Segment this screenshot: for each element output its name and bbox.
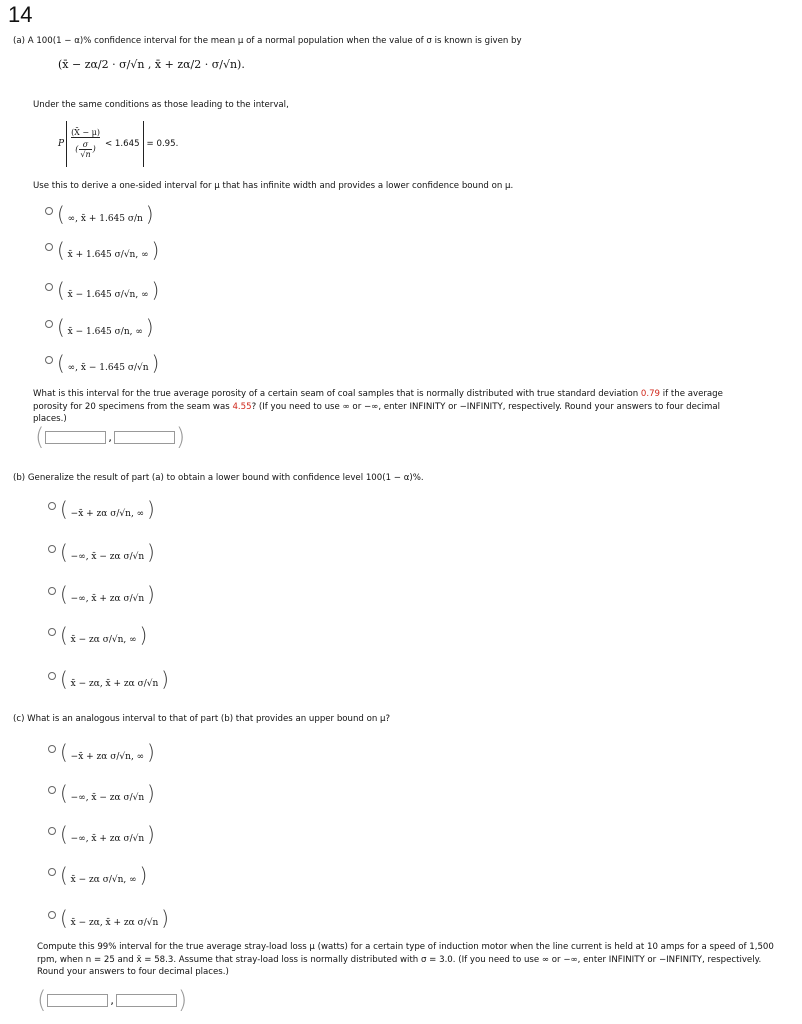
option-open-paren: ( (60, 906, 68, 930)
option-open-paren: ( (57, 238, 65, 262)
derive-text: Use this to derive a one-sided interval for μ that has infinite width and provides a lower confidence bound on μ. (33, 181, 514, 191)
option-close-paren: ) (151, 278, 160, 302)
radio-b-4[interactable] (48, 628, 56, 636)
radio-a-3[interactable] (45, 283, 53, 291)
part-a-intro: (a) A 100(1 − α)% confidence interval for the mean μ of a normal population when the value of σ is known is given by (13, 36, 522, 46)
option-b-3 (60, 584, 155, 604)
part-c-answer (37, 988, 187, 1012)
option-c-3 (60, 824, 155, 844)
radio-c-3[interactable] (48, 827, 56, 835)
question-a-post: ? (If you need to use ∞ or −∞, enter INFINITY or −INFINITY, respectively. Round your answers to four decimal places.) (33, 401, 721, 424)
option-open-paren: ( (57, 278, 65, 302)
prob-den-den: √n (80, 149, 91, 159)
option-a-3 (57, 280, 159, 300)
comma: , (110, 993, 114, 1007)
radio-a-2[interactable] (45, 243, 53, 251)
part-c-question2: Compute this 99% interval for the true average stray-load loss μ (watts) for a certain type of induction motor when the line current is held at 10 amps for a speed of 1,500 rpm, when n = 25 and x̄ = 58.3. Assume that stray-load loss is normally distributed with σ = 3.0. (If you need to use ∞ or −∞, enter INFINITY or −INFINITY, respectively. Round your answers to four decimal places.) (37, 942, 774, 977)
option-formula-text: x̄ − 1.645 σ/√n, ∞ (64, 290, 152, 300)
radio-a-4[interactable] (45, 320, 53, 328)
option-formula-text: x̄ − zα, x̄ + zα σ/√n (67, 918, 162, 928)
option-a-4 (57, 317, 154, 337)
option-open-paren: ( (57, 351, 65, 375)
option-close-paren: ) (147, 781, 155, 805)
option-close-paren: ) (161, 906, 169, 930)
radio-b-1[interactable] (48, 502, 56, 510)
radio-a-5[interactable] (45, 356, 53, 364)
option-open-paren: ( (60, 497, 68, 521)
option-b-4 (60, 625, 147, 645)
sigma-value: 0.79 (640, 389, 661, 399)
option-formula-text: x̄ − zα σ/√n, ∞ (67, 635, 140, 645)
option-close-paren: ) (145, 202, 154, 226)
option-close-paren: ) (151, 238, 160, 262)
part-c-upper-input[interactable] (116, 994, 177, 1007)
option-close-paren: ) (147, 540, 155, 564)
prob-den-num: σ (82, 139, 89, 149)
option-formula-text: ∞, x̄ − 1.645 σ/√n (64, 363, 152, 373)
option-formula-text: −x̄ + zα σ/√n, ∞ (67, 509, 148, 519)
prob-bracket (66, 121, 143, 167)
option-formula-text: x̄ − zα, x̄ + zα σ/√n (67, 679, 162, 689)
radio-c-5[interactable] (48, 911, 56, 919)
option-c-2 (60, 783, 155, 803)
part-a-upper-input[interactable] (114, 431, 175, 444)
option-close-paren: ) (147, 582, 155, 606)
option-open-paren: ( (60, 740, 68, 764)
prob-result: = 0.95. (146, 139, 179, 149)
option-open-paren: ( (60, 667, 68, 691)
option-b-2 (60, 542, 155, 562)
part-a-lower-input[interactable] (45, 431, 106, 444)
option-open-paren: ( (60, 822, 68, 846)
prob-p-symbol: P (58, 139, 65, 149)
part-b-question: (b) Generalize the result of part (a) to obtain a lower bound with confidence level 100(1 − α)%. (13, 473, 424, 483)
option-close-paren: ) (161, 667, 169, 691)
option-a-2 (57, 240, 159, 260)
radio-c-4[interactable] (48, 868, 56, 876)
option-open-paren: ( (57, 315, 65, 339)
option-formula-text: −x̄ + zα σ/√n, ∞ (67, 752, 148, 762)
part-c-question: (c) What is an analogous interval to that of part (b) that provides an upper bound on μ? (13, 714, 391, 724)
prob-fraction (71, 128, 100, 161)
question-a-pre: What is this interval for the true average porosity of a certain seam of coal samples that is normally distributed with true standard deviation (33, 389, 641, 399)
radio-a-1[interactable] (45, 207, 53, 215)
prob-denominator: ( $\frac{\sigma}{√n}$ ) (71, 137, 100, 161)
option-formula-text: −∞, x̄ − zα σ/√n (67, 793, 148, 803)
radio-b-3[interactable] (48, 587, 56, 595)
option-formula-text: x̄ − 1.645 σ/n, ∞ (64, 327, 146, 337)
prob-rhs: < 1.645 (105, 139, 140, 149)
part-a-answer (35, 425, 185, 449)
probability-expression (58, 120, 178, 168)
open-paren: ( (37, 986, 47, 1014)
option-formula-text: −∞, x̄ + zα σ/√n (67, 594, 148, 604)
option-close-paren: ) (147, 822, 155, 846)
option-a-1 (57, 204, 154, 224)
option-close-paren: ) (151, 351, 160, 375)
mean-value: 4.55 (232, 401, 252, 412)
close-paren: ) (175, 423, 186, 451)
problem-number: 14 (8, 2, 33, 27)
option-open-paren: ( (57, 202, 65, 226)
option-b-1 (60, 499, 155, 519)
open-paren: ( (35, 423, 45, 451)
option-open-paren: ( (60, 582, 68, 606)
part-c-lower-input[interactable] (47, 994, 108, 1007)
option-formula-text: ∞, x̄ + 1.645 σ/n (64, 214, 146, 224)
option-c-5 (60, 908, 169, 928)
option-formula-text: x̄ − zα σ/√n, ∞ (67, 875, 140, 885)
option-formula-text: x̄ + 1.645 σ/√n, ∞ (64, 250, 152, 260)
option-c-1 (60, 742, 155, 762)
option-open-paren: ( (60, 863, 68, 887)
option-formula-text: −∞, x̄ − zα σ/√n (67, 552, 148, 562)
interval-formula: (x̄ − zα/2 · σ/√n , x̄ + zα/2 · σ/√n). (58, 58, 245, 71)
radio-b-2[interactable] (48, 545, 56, 553)
option-close-paren: ) (147, 740, 155, 764)
prob-numerator: (X̄ − μ) (71, 127, 100, 137)
option-c-4 (60, 865, 147, 885)
option-close-paren: ) (139, 623, 148, 647)
option-close-paren: ) (147, 497, 155, 521)
conditions-text: Under the same conditions as those leading to the interval, (33, 100, 289, 110)
option-close-paren: ) (139, 863, 148, 887)
comma: , (108, 430, 112, 444)
option-open-paren: ( (60, 540, 68, 564)
radio-c-2[interactable] (48, 786, 56, 794)
radio-b-5[interactable] (48, 672, 56, 680)
question-a-mid: if the average porosity for 20 specimens from the seam was (33, 389, 723, 412)
option-a-5 (57, 353, 159, 373)
part-a-question (33, 388, 733, 426)
option-close-paren: ) (145, 315, 154, 339)
option-open-paren: ( (60, 781, 68, 805)
option-open-paren: ( (60, 623, 68, 647)
option-b-5 (60, 669, 169, 689)
option-formula-text: −∞, x̄ + zα σ/√n (67, 834, 148, 844)
close-paren: ) (177, 986, 188, 1014)
radio-c-1[interactable] (48, 745, 56, 753)
